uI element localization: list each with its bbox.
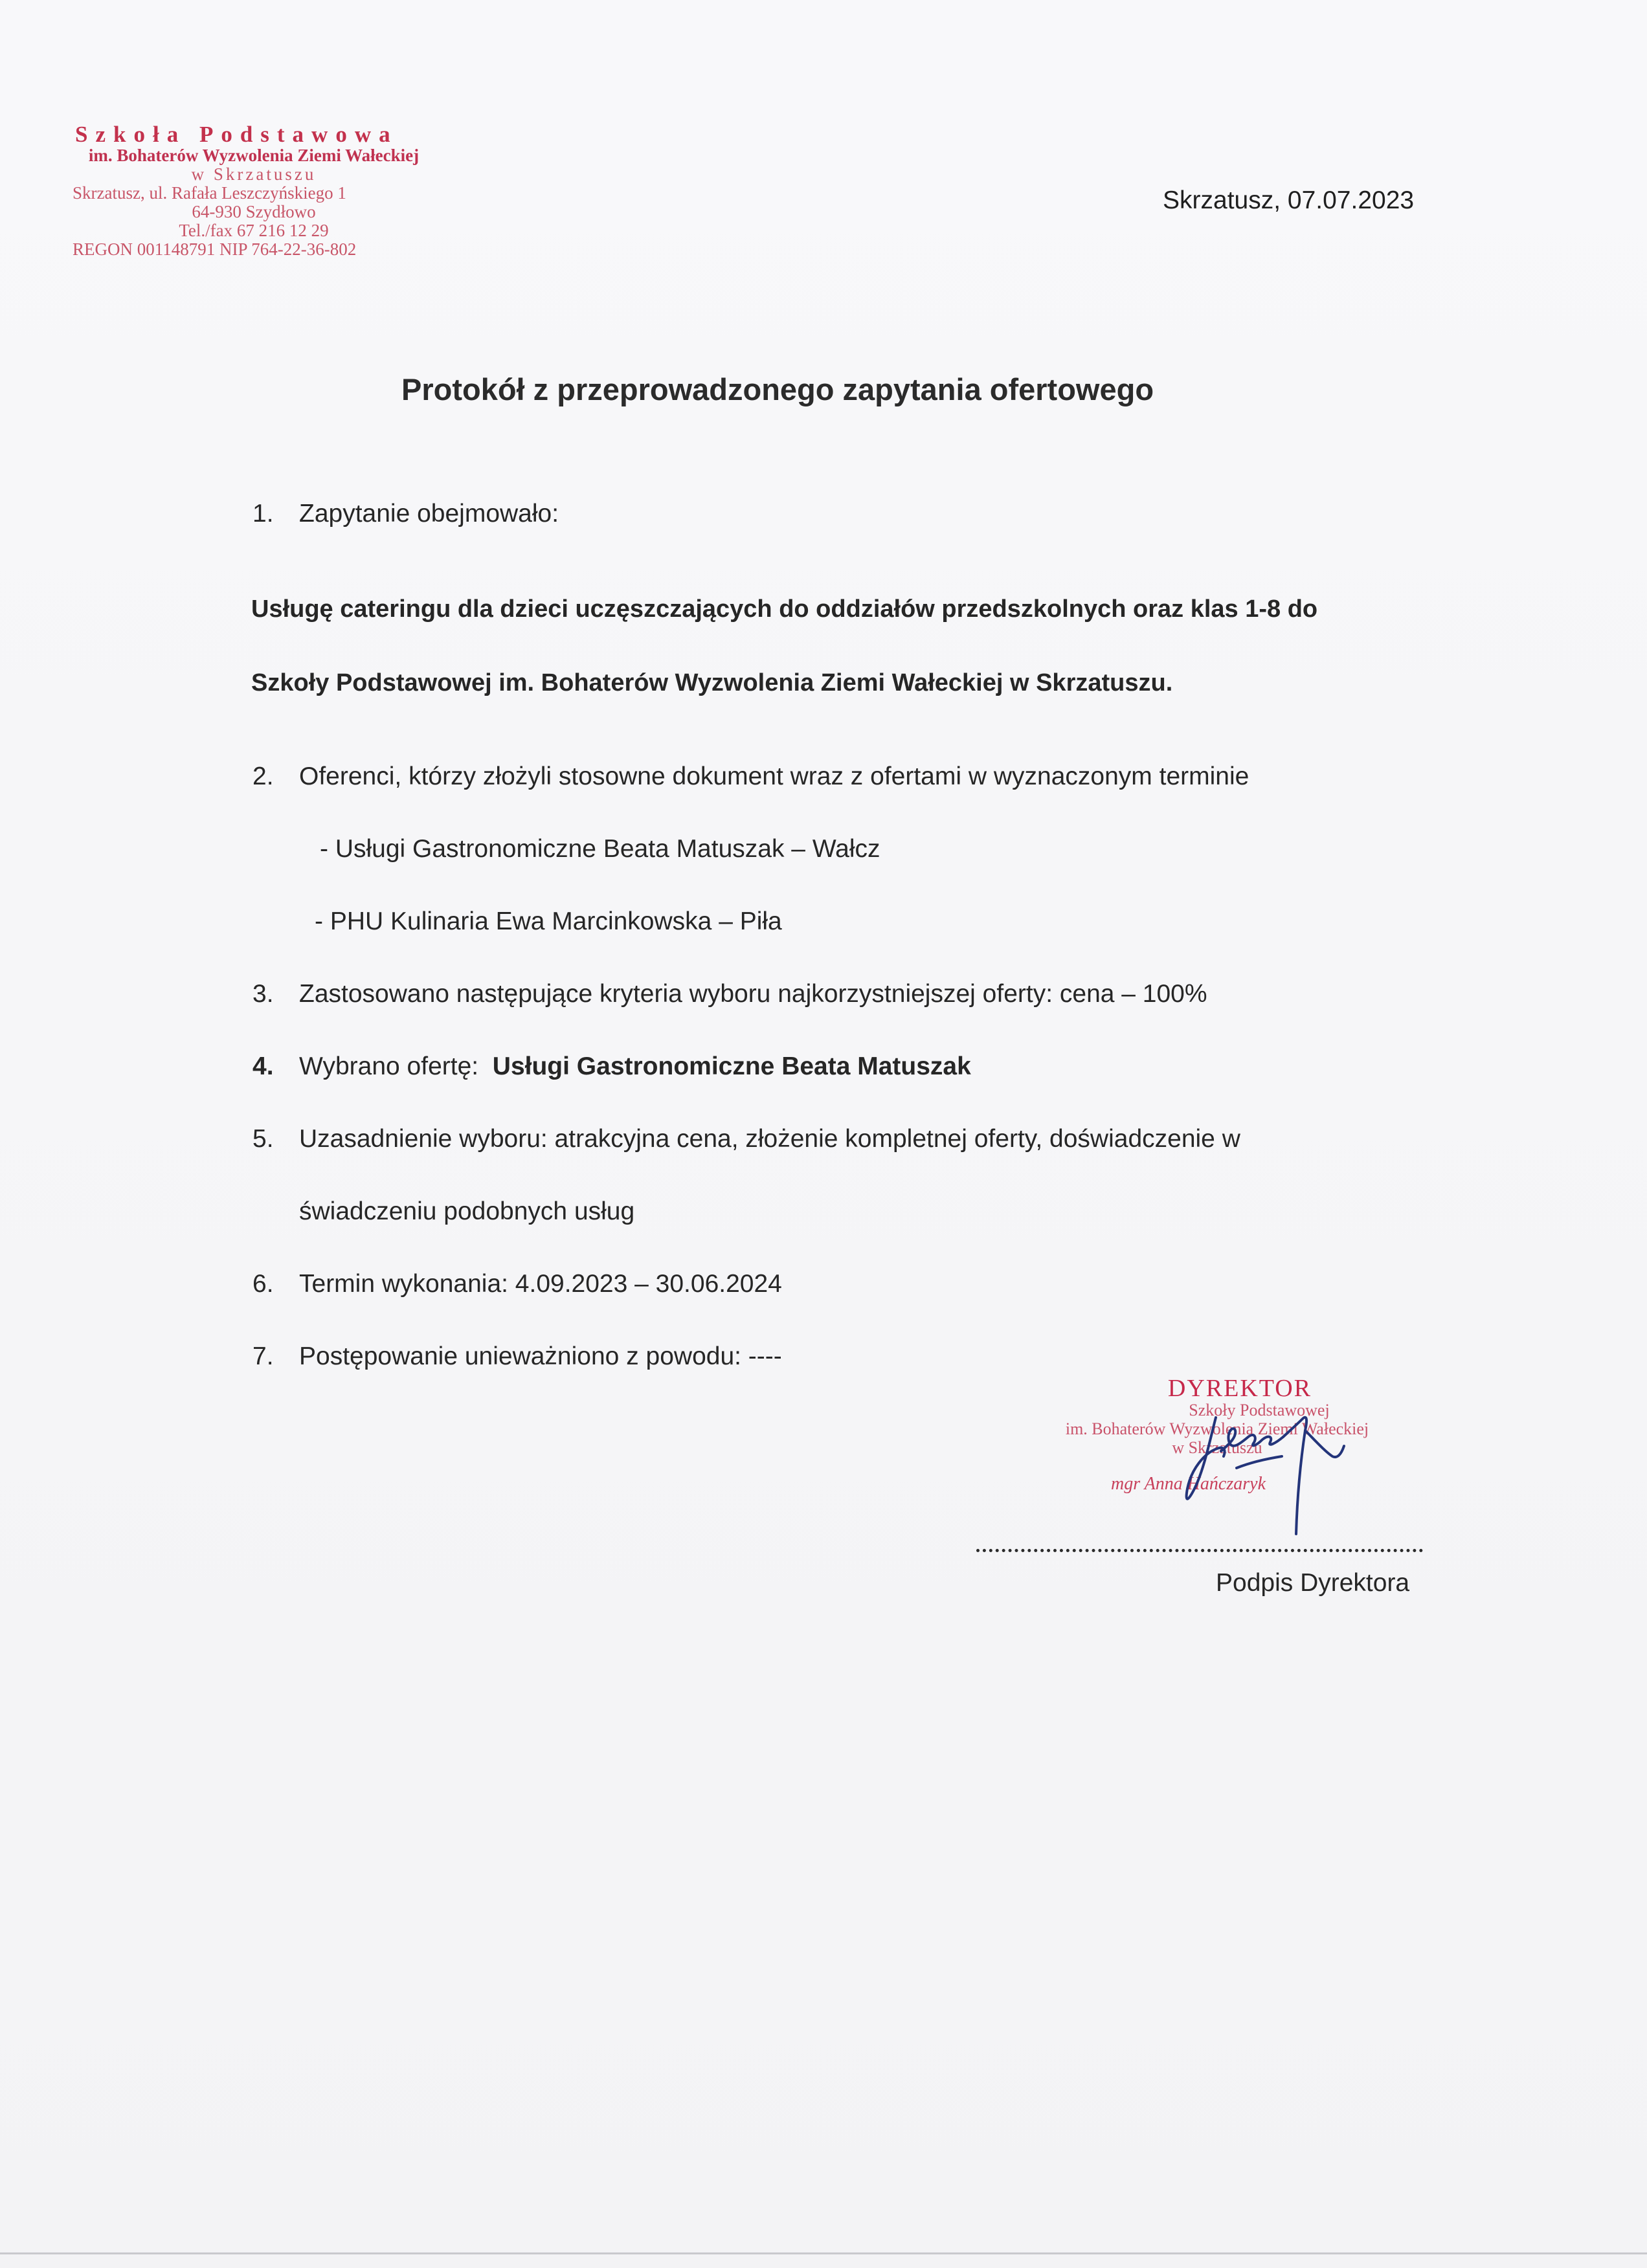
director-stamp-line-2: im. Bohaterów Wyzwolenia Ziemi Wałeckiej — [1065, 1419, 1369, 1439]
director-stamp-line-3: w Skrzatuszu — [1172, 1438, 1262, 1458]
document-title: Protokół z przeprowadzonego zapytania ofertowego — [401, 372, 1154, 406]
item-7-number: 7. — [252, 1342, 274, 1370]
item-4-number: 4. — [252, 1052, 274, 1080]
item-4-label: Wybrano ofertę: — [299, 1052, 479, 1080]
school-header-stamp — [73, 123, 435, 258]
item-2-number: 2. — [252, 762, 274, 790]
director-stamp-title: DYREKTOR — [1167, 1375, 1312, 1402]
page-bottom-edge — [0, 2252, 1647, 2254]
item-5-number: 5. — [252, 1125, 274, 1153]
director-stamp-name: mgr Anna Hańczaryk — [1111, 1474, 1266, 1495]
item-5-text: Uzasadnienie wyboru: atrakcyjna cena, złożenie kompletnej oferty, doświadczenie w — [299, 1125, 1240, 1153]
offerent-1: - Usługi Gastronomiczne Beata Matuszak – Wałcz — [320, 835, 880, 863]
item-1-text: Zapytanie obejmowało: — [299, 500, 559, 528]
item-4-text — [299, 1052, 971, 1081]
place-date: Skrzatusz, 07.07.2023 — [1163, 186, 1415, 214]
handwritten-signature — [1159, 1392, 1353, 1560]
description-line-2: Szkoły Podstawowej im. Bohaterów Wyzwolenia Ziemi Wałeckiej w Skrzatuszu. — [251, 669, 1173, 696]
signature-label: Podpis Dyrektora — [1216, 1569, 1410, 1597]
item-6-number: 6. — [252, 1270, 274, 1298]
item-1-number: 1. — [252, 500, 274, 528]
item-4-selected-offer: Usługi Gastronomiczne Beata Matuszak — [492, 1052, 971, 1080]
item-2-text: Oferenci, którzy złożyli stosowne dokument wraz z ofertami w wyznaczonym terminie — [299, 762, 1249, 790]
school-phone: Tel./fax 67 216 12 29 — [179, 221, 329, 240]
signature-dotted-line — [976, 1549, 1423, 1552]
offerent-2: - PHU Kulinaria Ewa Marcinkowska – Piła — [315, 907, 782, 935]
director-stamp-line-1: Szkoły Podstawowej — [1189, 1401, 1330, 1419]
description-line-1: Usługę cateringu dla dzieci uczęszczających do oddziałów przedszkolnych oraz klas 1-8 do — [251, 595, 1318, 623]
item-5-text-continued: świadczeniu podobnych usług — [299, 1197, 635, 1225]
school-patron: im. Bohaterów Wyzwolenia Ziemi Wałeckiej — [88, 146, 420, 165]
school-postcode: 64-930 Szydłowo — [192, 202, 316, 221]
item-6-text: Termin wykonania: 4.09.2023 – 30.06.2024 — [299, 1270, 782, 1298]
school-regon-nip: REGON 001148791 NIP 764-22-36-802 — [73, 239, 357, 259]
school-location: w Skrzatuszu — [191, 164, 317, 184]
school-name: Szkoła Podstawowa — [75, 122, 398, 147]
item-3-number: 3. — [252, 980, 274, 1008]
item-3-text: Zastosowano następujące kryteria wyboru najkorzystniejszej oferty: cena – 100% — [299, 980, 1207, 1008]
school-address: Skrzatusz, ul. Rafała Leszczyńskiego 1 — [73, 183, 346, 203]
item-7-text: Postępowanie unieważniono z powodu: ---- — [299, 1342, 782, 1370]
